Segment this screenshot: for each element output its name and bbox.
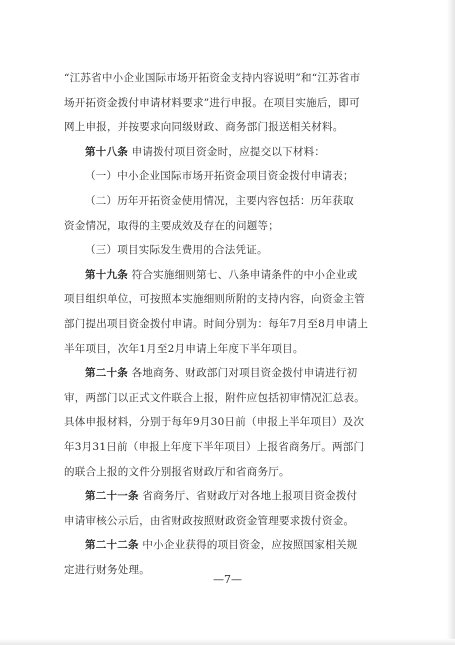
line-text: 具体申报材料，分别于每年9月30日前（申报上半年项目）及次 — [64, 416, 365, 429]
document-body — [64, 66, 396, 582]
line-text: 定进行财务处理。 — [64, 563, 150, 576]
article-number: 第十九条 — [85, 268, 128, 281]
article-number: 第二十二条 — [85, 539, 139, 552]
line-text: 各地商务、财政部门对项目资金拨付申请进行初 — [128, 367, 358, 380]
line-text: “江苏省中小企业国际市场开拓资金支持内容说明”和“江苏省市 — [64, 72, 361, 84]
text-line — [64, 435, 396, 460]
line-text: 申请拨付项目资金时，应提交以下材料： — [128, 145, 326, 158]
text-line — [64, 238, 396, 263]
text-line — [64, 386, 396, 411]
text-line — [64, 214, 396, 239]
text-line — [64, 410, 396, 435]
page-bottom-shadow — [0, 639, 455, 645]
text-line — [64, 509, 396, 534]
text-line — [64, 361, 396, 386]
page-number: —7— — [213, 573, 242, 586]
line-text: 符合实施细则第七、八条申请条件的中小企业或 — [128, 268, 358, 281]
article-number: 第二十条 — [85, 367, 128, 380]
article-number: 第十八条 — [85, 145, 128, 158]
text-line — [64, 140, 396, 165]
line-text: 的联合上报的文件分别报省财政厅和省商务厅。 — [64, 465, 290, 478]
text-line — [64, 312, 396, 337]
line-text: （一）中小企业国际市场开拓资金项目资金拨付申请表； — [85, 170, 354, 183]
line-text: 半年项目，次年1月至2月申请上年度下半年项目。 — [64, 342, 304, 355]
text-line — [64, 115, 396, 140]
line-text: （二）历年开拓资金使用情况，主要内容包括：历年获取 — [85, 194, 354, 207]
text-line — [64, 337, 396, 362]
line-text: 场开拓资金拨付申请材料要求”进行申报。在项目实施后，即可 — [64, 96, 360, 109]
text-line — [64, 91, 396, 116]
line-text: 项目组织单位，可按照本实施细则所附的支持内容，向资金主管 — [64, 293, 365, 306]
text-line — [64, 287, 396, 312]
line-text: 年3月31日前（申报上年度下半年项目）上报省商务厅。两部门 — [64, 440, 365, 453]
article-number: 第二十一条 — [85, 490, 139, 503]
text-line — [64, 460, 396, 485]
text-line — [64, 66, 396, 91]
page-edge-shadow — [447, 0, 455, 645]
line-text: 申请审核公示后，由省财政按照财政资金管理要求拨付资金。 — [64, 514, 355, 527]
text-line — [64, 484, 396, 509]
text-line — [64, 189, 396, 214]
text-line — [64, 533, 396, 558]
text-line — [64, 164, 396, 189]
line-text: （三）项目实际发生费用的合法凭证。 — [85, 244, 268, 257]
line-text: 资金情况，取得的主要成效及存在的问题等； — [64, 219, 279, 232]
line-text: 网上申报，并按要求向同级财政、商务部门报送相关材料。 — [64, 121, 344, 134]
line-text: 省商务厅、省财政厅对各地上报项目资金拨付 — [138, 490, 358, 503]
line-text: 部门提出项目资金拨付申请。时间分别为：每年7月至8月申请上 — [64, 317, 369, 330]
line-text: 审，两部门以正式文件联合上报，附件应包括初审情况汇总表。 — [64, 391, 365, 404]
line-text: 中小企业获得的项目资金，应按照国家相关规 — [138, 539, 358, 552]
text-line — [64, 263, 396, 288]
